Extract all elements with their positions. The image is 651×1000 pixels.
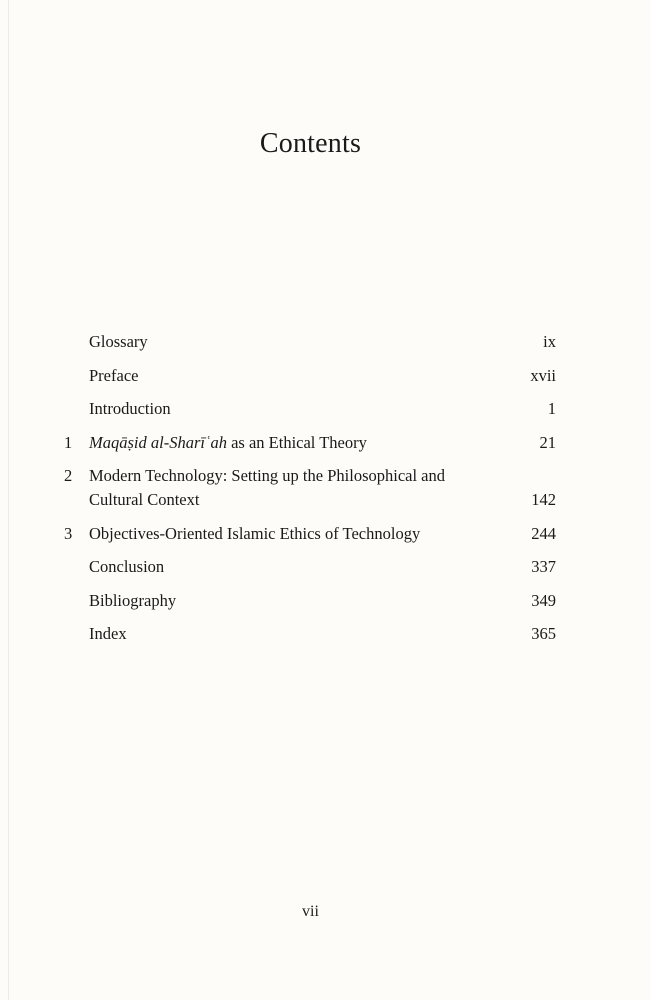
toc-entry-number: 2	[64, 466, 73, 485]
toc-entry-page: 244	[531, 523, 556, 543]
toc-entry-chapter-3	[64, 522, 556, 546]
toc-entry-chapter-1	[64, 431, 556, 455]
toc-entry-title: Conclusion	[89, 557, 165, 576]
toc-entry-title: Introduction	[89, 399, 171, 418]
toc-entry-page: 337	[531, 557, 556, 576]
toc-entry-page: ix	[543, 332, 556, 351]
toc-entry-bibliography	[64, 589, 556, 613]
toc-entry-title: Glossary	[89, 332, 148, 351]
toc-entry-title: Index	[89, 624, 127, 643]
toc-entry-page: 365	[531, 624, 556, 643]
toc-entry-title: Preface	[89, 365, 139, 385]
toc-entry-page: 142	[531, 490, 556, 509]
toc-entry-title: Objectives-Oriented Islamic Ethics of Technology	[89, 523, 421, 543]
toc-entry-title: Modern Technology: Setting up the Philosophical and Cultural Context	[89, 466, 445, 509]
table-of-contents	[64, 330, 556, 656]
toc-entry-introduction	[64, 397, 556, 421]
toc-entry-number: 1	[64, 432, 73, 452]
toc-entry-conclusion	[64, 555, 556, 579]
toc-entry-page: 21	[539, 432, 556, 452]
toc-entry-page: 349	[531, 590, 556, 610]
toc-entry-page: xvii	[530, 365, 556, 385]
page-title: Contents	[259, 128, 362, 159]
toc-entry-title: Maqāṣid al-Sharīʿah as an Ethical Theory	[89, 432, 367, 452]
toc-entry-glossary	[64, 330, 556, 354]
toc-entry-index	[64, 622, 556, 646]
page-number: vii	[302, 903, 319, 920]
toc-entry-preface	[64, 364, 556, 388]
toc-entry-title: Bibliography	[89, 590, 177, 610]
toc-entry-chapter-2	[64, 464, 556, 512]
toc-entry-page: 1	[547, 399, 556, 418]
toc-entry-number: 3	[64, 523, 73, 543]
